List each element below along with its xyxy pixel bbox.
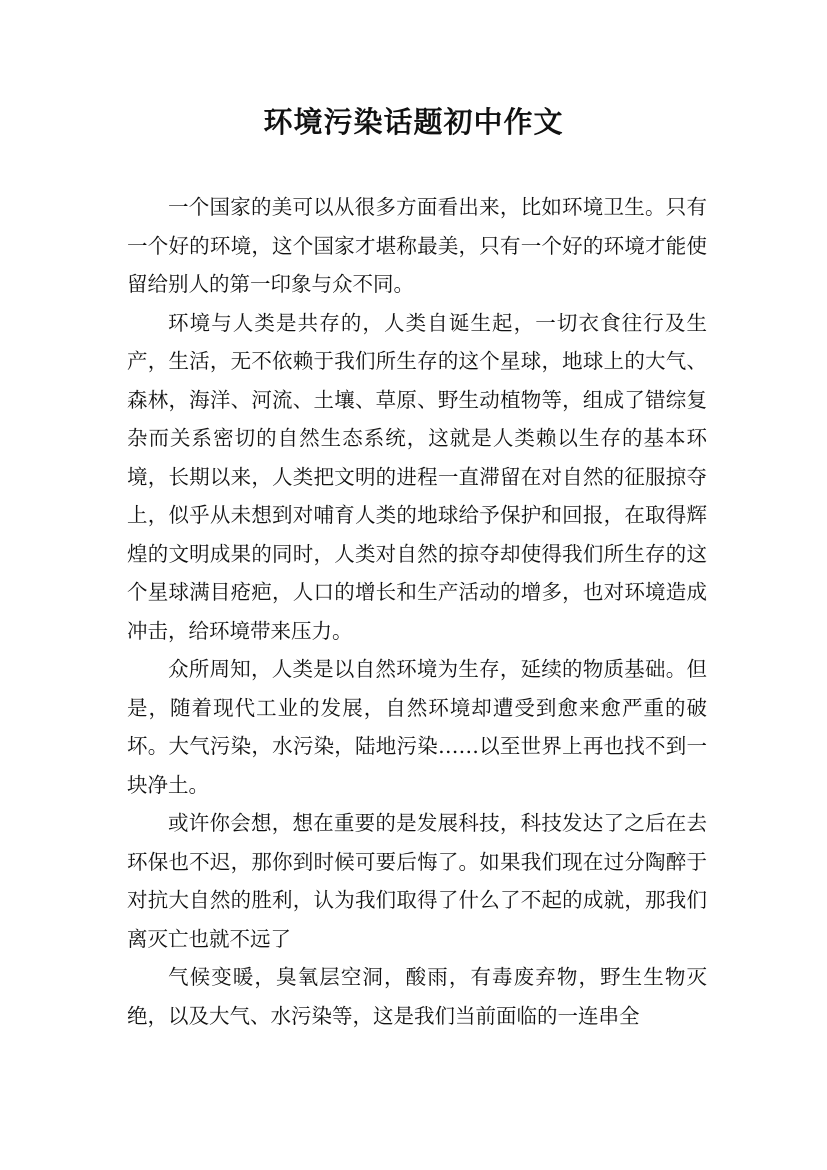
paragraph: 气候变暖，臭氧层空洞，酸雨，有毒废弃物，野生生物灭绝，以及大气、水污染等，这是我们当前面临的一连串全 [127, 965, 707, 1028]
paragraph: 众所周知，人类是以自然环境为生存，延续的物质基础。但是，随着现代工业的发展，自然环境却遭受到愈来愈严重的破坏。大气污染，水污染，陆地污染……以至世界上再也找不到一块净土。 [127, 657, 707, 797]
paragraph: 一个国家的美可以从很多方面看出来，比如环境卫生。只有一个好的环境，这个国家才堪称最美，只有一个好的环境才能使留给别人的第一印象与众不同。 [127, 195, 707, 296]
document-body [127, 188, 707, 1035]
document-title: 环境污染话题初中作文 [263, 105, 564, 139]
paragraph: 或许你会想，想在重要的是发展科技，科技发达了之后在去环保也不迟，那你到时候可要后悔了。如果我们现在过分陶醉于对抗大自然的胜利，认为我们取得了什么了不起的成就，那我们离灭亡也就不远了 [127, 811, 707, 951]
paragraph: 环境与人类是共存的，人类自诞生起，一切衣食往行及生产，生活，无不依赖于我们所生存的这个星球，地球上的大气、森林，海洋、河流、土壤、草原、野生动植物等，组成了错综复杂而关系密切的自然生态系统，这就是人类赖以生存的基本环境，长期以来，人类把文明的进程一直滞留在对自然的征服掠夺上，似乎从未想到对哺育人类的地球给予保护和回报，在取得辉煌的文明成果的同时，人类对自然的掠夺却使得我们所生存的这个星球满目疮疤，人口的增长和生产活动的增多，也对环境造成冲击，给环境带来压力。 [127, 310, 707, 643]
